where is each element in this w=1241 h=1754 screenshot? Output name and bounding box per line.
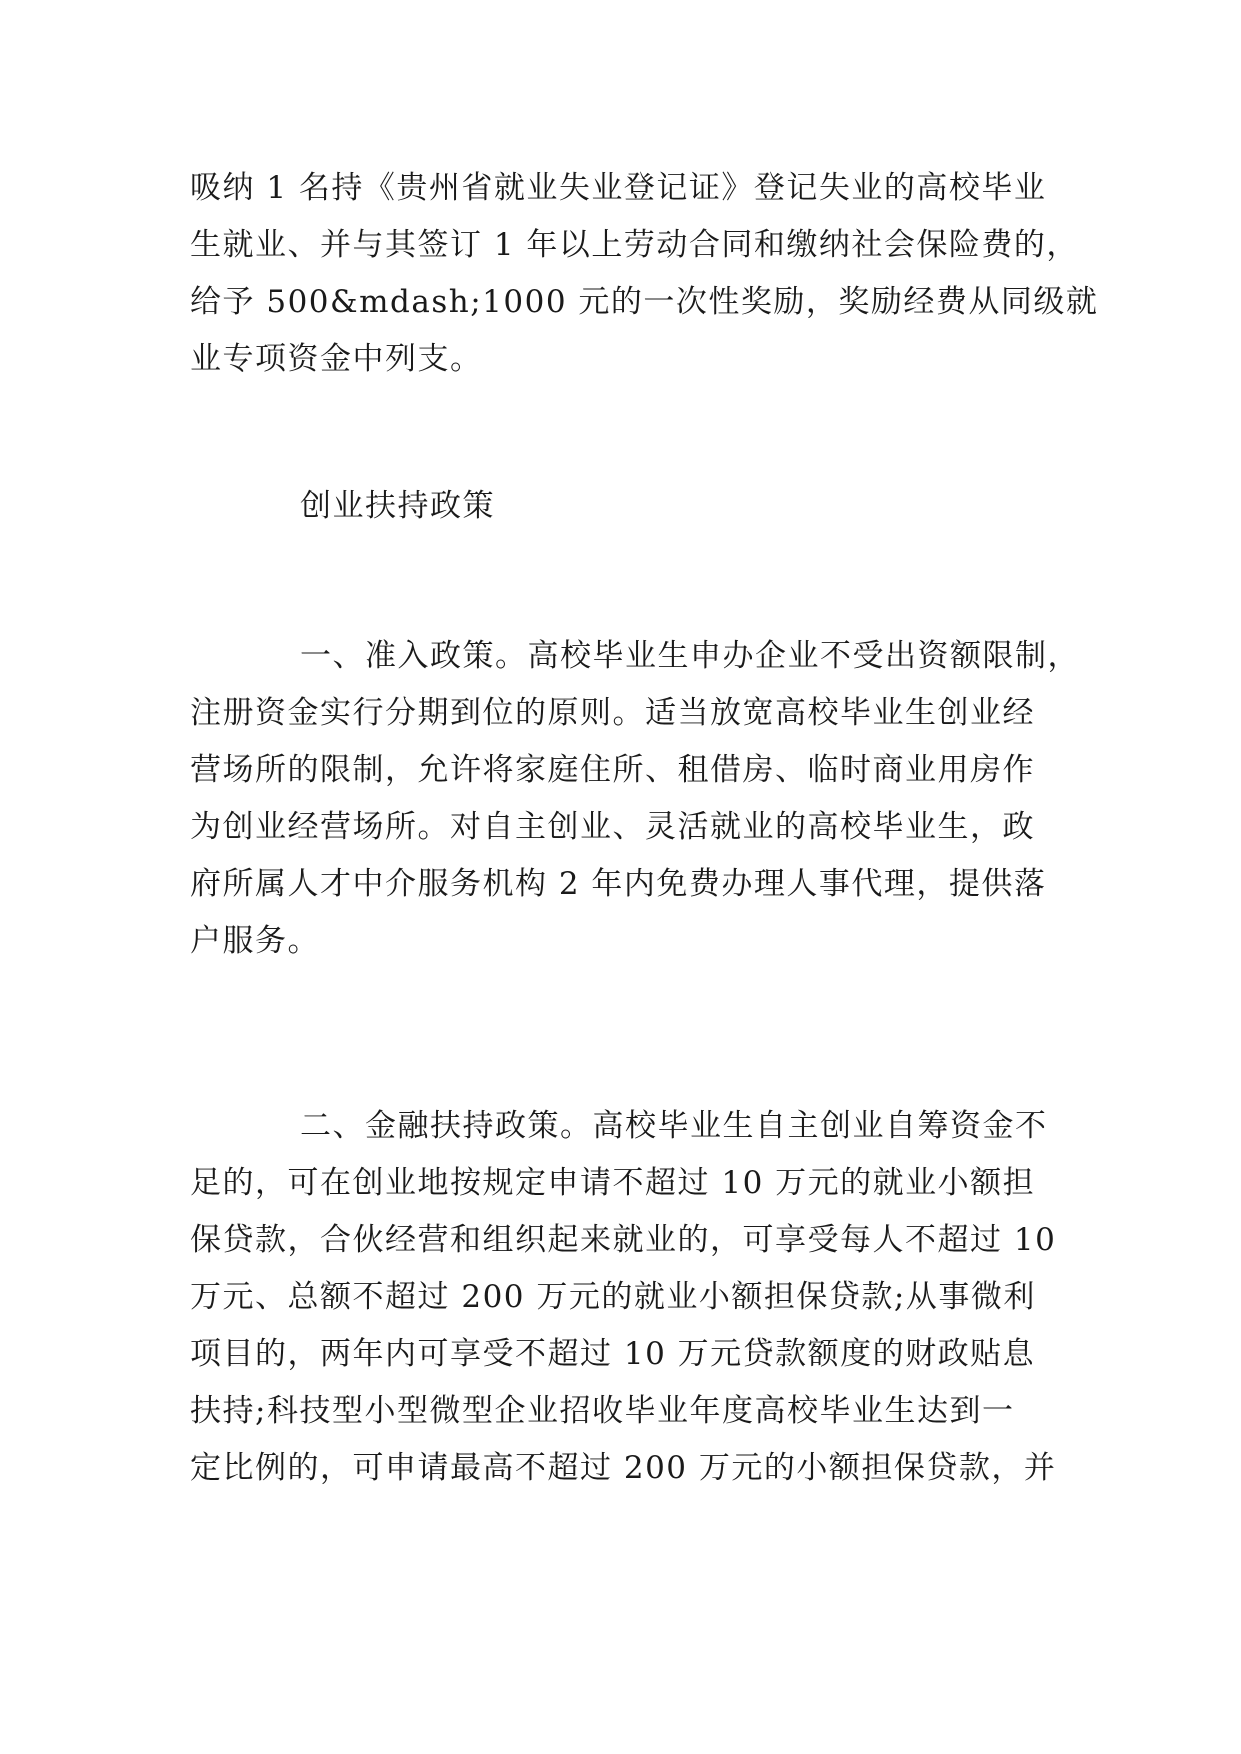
text-line: 生就业、并与其签订 1 年以上劳动合同和缴纳社会保险费的，: [190, 227, 1079, 263]
paragraph-financial-support-policy: [190, 1098, 1060, 1497]
text-line: 为创业经营场所。对自主创业、灵活就业的高校毕业生，政: [190, 809, 1035, 845]
text-line: 户服务。: [190, 923, 320, 959]
text-line: 业专项资金中列支。: [190, 341, 483, 377]
text-line: 二、金融扶持政策。高校毕业生自主创业自筹资金不: [300, 1108, 1048, 1144]
text-line: 项目的，两年内可享受不超过 10 万元贷款额度的财政贴息: [190, 1336, 1036, 1372]
text-line: 万元、总额不超过 200 万元的就业小额担保贷款;从事微利: [190, 1279, 1036, 1315]
document-page: [190, 160, 1099, 1497]
text-line: 保贷款，合伙经营和组织起来就业的，可享受每人不超过 10: [190, 1222, 1057, 1258]
text-line: 府所属人才中介服务机构 2 年内免费办理人事代理，提供落: [190, 866, 1047, 902]
text-line: 注册资金实行分期到位的原则。适当放宽高校毕业生创业经: [190, 695, 1035, 731]
text-line: 吸纳 1 名持《贵州省就业失业登记证》登记失业的高校毕业: [190, 170, 1047, 206]
paragraph-access-policy: [190, 628, 1080, 970]
text-line: 定比例的，可申请最高不超过 200 万元的小额担保贷款，并: [190, 1450, 1057, 1486]
section-heading: [190, 478, 1060, 535]
heading-text: 创业扶持政策: [300, 488, 495, 524]
paragraph-graduate-hiring-reward: [190, 160, 1099, 388]
text-line: 给予 500&mdash;1000 元的一次性奖励，奖励经费从同级就: [190, 284, 1099, 320]
text-line: 营场所的限制，允许将家庭住所、租借房、临时商业用房作: [190, 752, 1035, 788]
text-line: 足的，可在创业地按规定申请不超过 10 万元的就业小额担: [190, 1165, 1036, 1201]
text-line: 一、准入政策。高校毕业生申办企业不受出资额限制，: [300, 638, 1080, 674]
text-line: 扶持;科技型小型微型企业招收毕业年度高校毕业生达到一: [190, 1393, 1015, 1429]
